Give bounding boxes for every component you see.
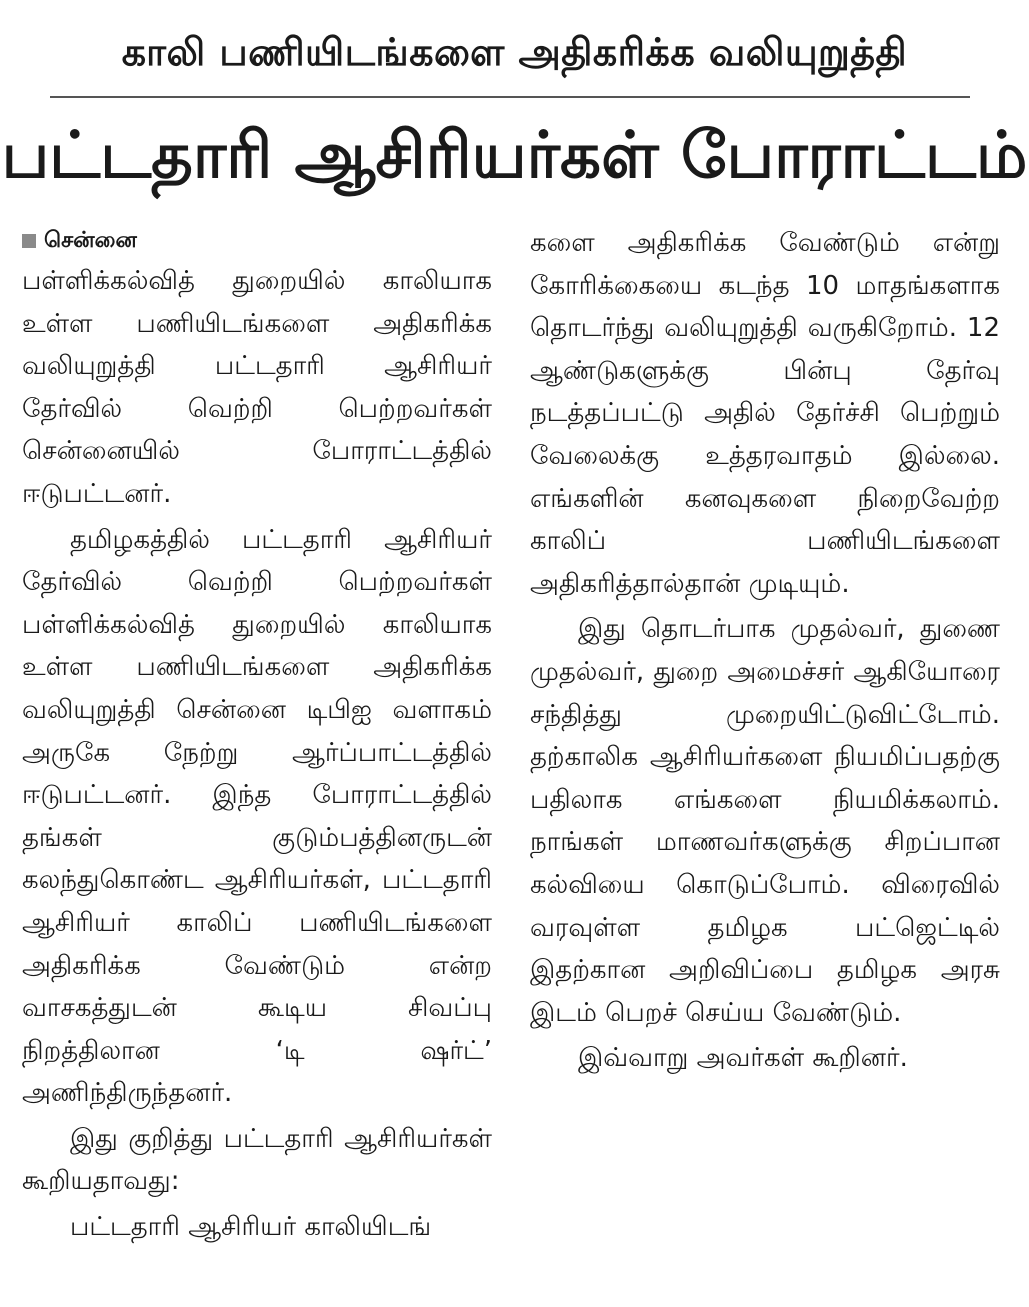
dateline [22, 222, 492, 260]
paragraph: பள்ளிக்கல்வித் துறையில் காலியாக உள்ள பணியிடங்களை அதிகரிக்க வலியுறுத்தி பட்டதாரி ஆசிரியர் தேர்வில் வெற்றி பெற்றவர்கள் சென்னையில் போராட்டத்தில் ஈடுபட்டனர். [22, 266, 492, 509]
dateline-text: சென்னை [44, 228, 137, 253]
kicker-headline: காலி பணியிடங்களை அதிகரிக்க வலியுறுத்தி [121, 30, 908, 74]
paragraph: இது குறித்து பட்டதாரி ஆசிரியர்கள் கூறியதாவது: [22, 1123, 492, 1197]
paragraph: தமிழகத்தில் பட்டதாரி ஆசிரியர் தேர்வில் வெற்றி பெற்றவர்கள் பள்ளிக்கல்வித் துறையில் காலியாக உள்ள பணியிடங்களை அதிகரிக்க வலியுறுத்தி சென்னை டிபிஐ வளாகம் அருகே நேற்று ஆர்ப்பாட்டத்தில் ஈடுபட்டனர். இந்த போராட்டத்தில் தங்கள் குடும்பத்தினருடன் கலந்துகொண்ட ஆசிரியர்கள், பட்டதாரி ஆசிரியர் காலிப் பணியிடங்களை அதிகரிக்க வேண்டும் என்ற வாசகத்துடன் கூடிய சிவப்பு நிறத்திலான ‘டி ஷர்ட்’ அணிந்திருந்தனர். [22, 524, 492, 1109]
paragraph: இது தொடர்பாக முதல்வர், துணை முதல்வர், துறை அமைச்சர் ஆகியோரை சந்தித்து முறையிட்டுவிட்டோம். தற்காலிக ஆசிரியர்களை நியமிப்பதற்கு பதிலாக எங்களை நியமிக்கலாம். நாங்கள் மாணவர்களுக்கு சிறப்பான கல்வியை கொடுப்போம். விரைவில் வரவுள்ள தமிழக பட்ஜெட்டில் இதற்கான அறிவிப்பை தமிழக அரசு இடம் பெறச் செய்ய வேண்டும். [530, 614, 1000, 1028]
article-column-right [530, 222, 1000, 1292]
headline-divider [50, 96, 970, 98]
paragraph: இவ்வாறு அவர்கள் கூறினர். [578, 1043, 908, 1074]
paragraph: களை அதிகரிக்க வேண்டும் என்று கோரிக்கையை கடந்த 10 மாதங்களாக தொடர்ந்து வலியுறுத்தி வருகிறோம். 12 ஆண்டுகளுக்கு பின்பு தேர்வு நடத்தப்பட்டு அதில் தேர்ச்சி பெற்றும் வேலைக்கு உத்தரவாதம் இல்லை. எங்களின் கனவுகளை நிறைவேற்ற காலிப் பணியிடங்களை அதிகரித்தால்தான் முடியும். [530, 228, 1000, 599]
dateline-square-icon [22, 234, 36, 248]
article-column-left [22, 222, 492, 1292]
main-headline: பட்டதாரி ஆசிரியர்கள் போராட்டம் [1, 119, 1028, 193]
paragraph: பட்டதாரி ஆசிரியர் காலியிடங் [70, 1212, 432, 1243]
